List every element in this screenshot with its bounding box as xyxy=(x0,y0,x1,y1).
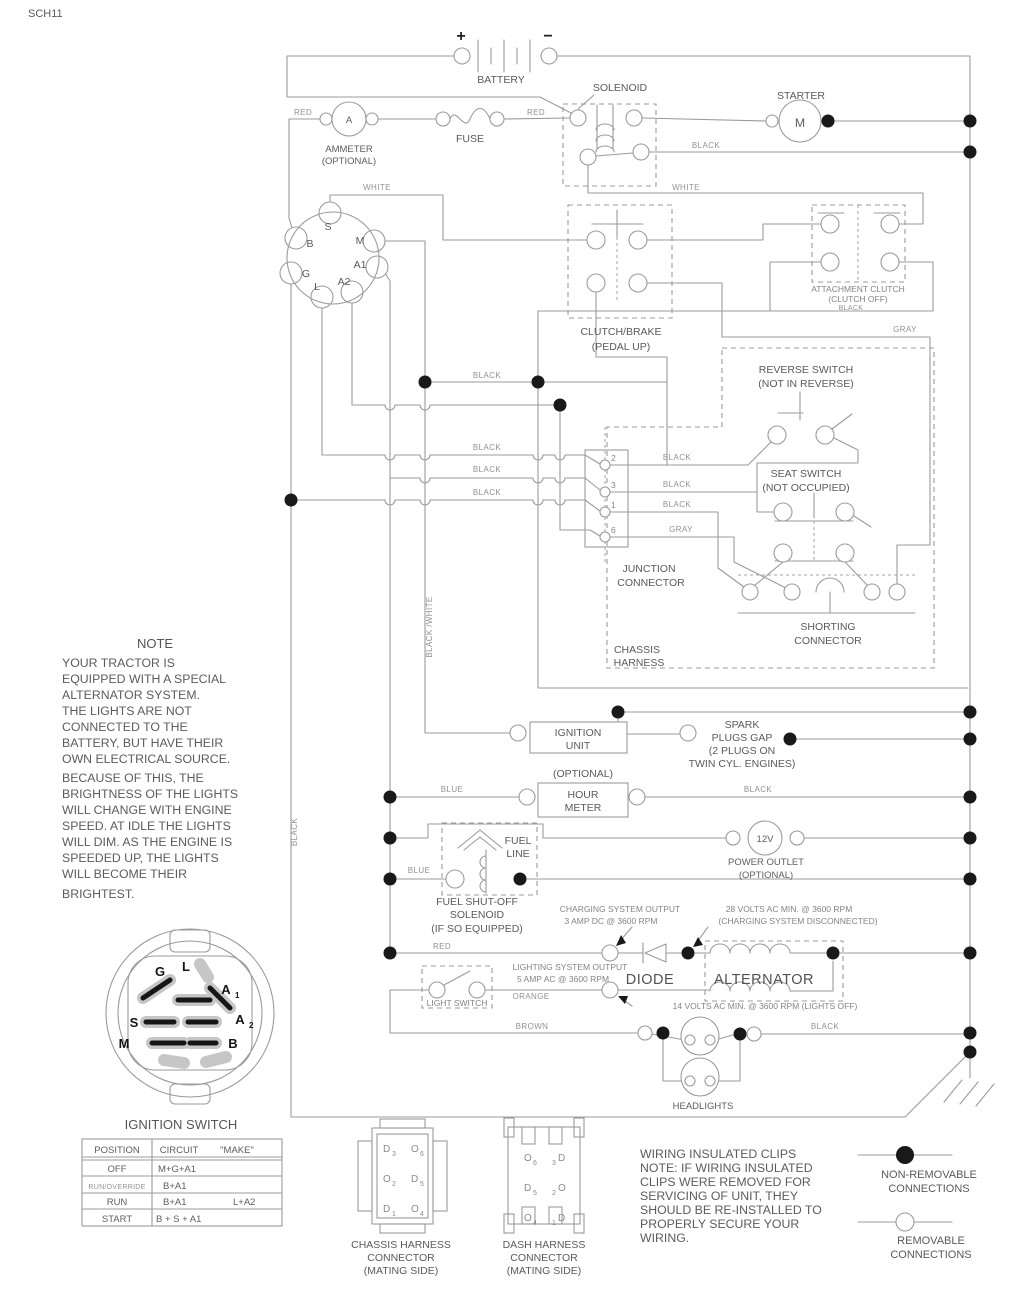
arrow-heads xyxy=(616,935,703,1004)
row-start-circuit: B + S + A1 xyxy=(156,1214,202,1225)
wire-red-2: RED xyxy=(526,108,546,117)
wire-brown: BROWN xyxy=(515,1022,549,1031)
ch-pin-num: 1 xyxy=(392,1211,396,1218)
starter-label: STARTER xyxy=(776,90,826,102)
seat-label-2: (NOT OCCUPIED) xyxy=(762,482,850,494)
note-line: SPEED. AT IDLE THE LIGHTS xyxy=(62,819,231,833)
ign-letter-b: B xyxy=(306,238,314,250)
ch-pin: O xyxy=(383,1174,391,1185)
dash-harness-connector xyxy=(503,1118,586,1277)
wire-black-hl: BLACK xyxy=(810,1022,840,1031)
attach-terminal xyxy=(821,253,839,271)
connection-legend xyxy=(881,1169,977,1261)
dh-label-2: CONNECTOR xyxy=(510,1252,578,1264)
dot xyxy=(554,399,567,412)
dot xyxy=(784,733,797,746)
battery-neg-terminal xyxy=(541,48,557,64)
wire-black-l2: BLACK xyxy=(472,465,502,474)
terminal xyxy=(366,113,378,125)
wire-black-vertical: BLACK xyxy=(290,817,299,847)
hour-2: METER xyxy=(564,802,602,814)
dh-pin-num: 6 xyxy=(533,1160,537,1167)
battery-plus: + xyxy=(456,28,466,45)
dot xyxy=(514,873,527,886)
reverse-label-1: REVERSE SWITCH xyxy=(758,364,854,376)
face-a2: A xyxy=(235,1012,245,1027)
row-run-circuit: B+A1 xyxy=(163,1197,187,1208)
ch-label-1: CHASSIS HARNESS xyxy=(351,1239,451,1251)
dot xyxy=(384,947,397,960)
legend-nr-2: CONNECTIONS xyxy=(888,1183,970,1195)
dot xyxy=(612,706,625,719)
ch-pin-num: 3 xyxy=(392,1151,396,1158)
fuel-terminal xyxy=(446,870,464,888)
pin-1: 1 xyxy=(611,500,616,510)
solenoid-terminal xyxy=(626,110,642,126)
lamp-contact xyxy=(685,1076,695,1086)
light-switch-terminal xyxy=(429,982,445,998)
face-s: S xyxy=(129,1015,139,1030)
starter-symbol: M xyxy=(794,116,806,130)
ch-bottom-tab xyxy=(380,1224,425,1233)
hour-meter-terminal xyxy=(519,789,535,805)
dot xyxy=(682,947,695,960)
wire-black-l3: BLACK xyxy=(472,488,502,497)
note-line: CONNECTED TO THE xyxy=(62,720,188,734)
face-l: L xyxy=(182,959,190,974)
ch-pin: D xyxy=(411,1174,419,1185)
lighting-ann-1: LIGHTING SYSTEM OUTPUT xyxy=(512,962,628,972)
face-outer-ring xyxy=(106,929,274,1097)
alternator-box xyxy=(705,941,843,1001)
dot xyxy=(384,832,397,845)
outlet-1: POWER OUTLET xyxy=(727,857,805,868)
dot xyxy=(657,1027,670,1040)
spark-3: (2 PLUGS ON xyxy=(708,745,776,757)
dot xyxy=(532,376,545,389)
pin-2: 2 xyxy=(611,453,616,463)
dh-pin: O xyxy=(558,1183,566,1194)
clutch-terminal xyxy=(587,274,605,292)
fuse-label: FUSE xyxy=(455,133,485,145)
attach-terminal xyxy=(881,253,899,271)
solenoid-terminal xyxy=(633,144,649,160)
dot xyxy=(822,115,835,128)
row-off-circuit: M+G+A1 xyxy=(158,1164,197,1175)
clutch-label-2: (PEDAL UP) xyxy=(591,341,651,353)
ch-right-flange xyxy=(433,1141,447,1211)
ch-pin: D xyxy=(383,1204,391,1215)
dot xyxy=(964,115,977,128)
starter-terminal xyxy=(766,115,778,127)
hour-optional: (OPTIONAL) xyxy=(552,768,614,780)
clips-line: WIRING. xyxy=(640,1231,690,1245)
dot xyxy=(964,832,977,845)
outlet-12v: 12V xyxy=(756,834,774,845)
fuse-terminal xyxy=(436,112,450,126)
dot xyxy=(964,791,977,804)
hour-meter-terminal xyxy=(629,789,645,805)
clips-line: SHOULD BE RE-INSTALLED TO xyxy=(640,1203,822,1217)
dh-pin-num: 3 xyxy=(552,1160,556,1167)
seat-terminal xyxy=(836,503,854,521)
lighting-output-terminal xyxy=(602,982,618,998)
charging-ann-1: CHARGING SYSTEM OUTPUT xyxy=(559,904,681,914)
attach-label-2: (CLUTCH OFF) xyxy=(828,294,888,304)
shorting-pin xyxy=(784,584,800,600)
ign-terminal-m xyxy=(363,230,385,252)
battery-label: BATTERY xyxy=(477,74,525,86)
spark-4: TWIN CYL. ENGINES) xyxy=(688,758,796,770)
dot xyxy=(964,947,977,960)
seat-terminal xyxy=(836,544,854,562)
lamp-contact xyxy=(685,1035,695,1045)
ignition-connector-circle xyxy=(287,212,379,304)
face-g: G xyxy=(154,964,166,979)
ign-letter-m: M xyxy=(355,235,365,247)
volts28-ann-2: (CHARGING SYSTEM DISCONNECTED) xyxy=(718,916,878,926)
fuel-s2: SOLENOID xyxy=(449,909,505,921)
charging-ann-2: 3 AMP DC @ 3600 RPM xyxy=(564,916,658,926)
wire-gray-p6: GRAY xyxy=(669,525,693,534)
light-switch-label: LIGHT SWITCH xyxy=(426,998,488,1008)
face-a2-sub: 2 xyxy=(249,1021,254,1030)
seat-label-1: SEAT SWITCH xyxy=(770,468,842,480)
fuel-1: FUEL xyxy=(504,835,532,847)
wire-black-l1: BLACK xyxy=(472,443,502,452)
headlight-terminal xyxy=(638,1026,652,1040)
ammeter-optional: (OPTIONAL) xyxy=(321,156,377,167)
note-line: ALTERNATOR SYSTEM. xyxy=(62,688,201,702)
wire-blue-1: BLUE xyxy=(440,785,464,794)
note-line: BRIGHTNESS OF THE LIGHTS xyxy=(62,787,239,801)
note-line: WILL DIM. AS THE ENGINE IS xyxy=(62,835,233,849)
seat-terminal xyxy=(774,503,792,521)
hour-1: HOUR xyxy=(567,789,599,801)
legend-nr-1: NON-REMOVABLE xyxy=(881,1169,977,1181)
face-m: M xyxy=(118,1036,130,1051)
headlight-terminal xyxy=(747,1027,761,1041)
clips-line: SERVICING OF UNIT, THEY xyxy=(640,1189,799,1203)
ign-terminal-g xyxy=(280,262,302,284)
lighting-ann-2: 5 AMP AC @ 3600 RPM xyxy=(516,974,610,984)
pin-6: 6 xyxy=(611,525,616,535)
dot xyxy=(964,706,977,719)
solenoid-label: SOLENOID xyxy=(592,82,648,94)
clips-note xyxy=(640,1147,822,1245)
dh-pin: O xyxy=(524,1213,532,1224)
fuel-s1: FUEL SHUT-OFF xyxy=(436,896,518,908)
attach-terminal xyxy=(881,215,899,233)
dot xyxy=(285,494,298,507)
ch-outer xyxy=(372,1128,433,1224)
terminal xyxy=(320,113,332,125)
junction-pin-1 xyxy=(600,507,610,517)
ignition-switch-title: IGNITION SWITCH xyxy=(124,1117,238,1132)
ign-letter-a2: A2 xyxy=(337,276,351,288)
dot xyxy=(827,947,840,960)
reverse-label-2: (NOT IN REVERSE) xyxy=(758,378,854,390)
ch-label-2: CONNECTOR xyxy=(367,1252,435,1264)
charging-output-terminal xyxy=(602,945,618,961)
wire-gray-top: GRAY xyxy=(893,325,917,334)
clips-line: CLIPS WERE REMOVED FOR xyxy=(640,1175,811,1189)
dot xyxy=(964,146,977,159)
ammeter-label: AMMETER xyxy=(325,144,373,155)
ch-pin-num: 6 xyxy=(420,1151,424,1158)
attach-label-black: BLACK xyxy=(838,305,864,312)
row-start: START xyxy=(101,1214,133,1225)
row-run: RUN xyxy=(106,1197,128,1208)
junction-pin-6 xyxy=(600,532,610,542)
headlights-label: HEADLIGHTS xyxy=(672,1101,734,1112)
row-off: OFF xyxy=(107,1164,127,1175)
ignition-switch-table xyxy=(82,1139,282,1226)
note-title: NOTE xyxy=(136,636,174,651)
dh-pin-num: 2 xyxy=(552,1190,556,1197)
clips-line: NOTE: IF WIRING INSULATED xyxy=(640,1161,813,1175)
note-line: BATTERY, BUT HAVE THEIR xyxy=(62,736,224,750)
lamp-contact xyxy=(705,1035,715,1045)
ch-left-flange xyxy=(358,1141,372,1211)
clutch-brake-box xyxy=(568,205,672,318)
shorting-label-2: CONNECTOR xyxy=(794,635,862,647)
outlet-terminal xyxy=(790,831,804,845)
ch-label-3: (MATING SIDE) xyxy=(363,1265,439,1277)
dot xyxy=(419,376,432,389)
row-runoverride-circuit: B+A1 xyxy=(163,1181,187,1192)
spark-1: SPARK xyxy=(724,719,760,731)
note-line: THE LIGHTS ARE NOT xyxy=(62,704,192,718)
clutch-terminal xyxy=(629,231,647,249)
spark-2: PLUGS GAP xyxy=(711,732,773,744)
solenoid-terminal xyxy=(570,110,586,126)
ign-letter-l: L xyxy=(314,281,320,293)
note-line: WILL CHANGE WITH ENGINE xyxy=(62,803,232,817)
ch-pin-num: 4 xyxy=(420,1211,424,1218)
face-square xyxy=(128,956,252,1070)
dh-label-3: (MATING SIDE) xyxy=(506,1265,582,1277)
ignition-unit-1: IGNITION xyxy=(554,727,602,739)
alternator-label: ALTERNATOR xyxy=(713,972,815,988)
spark-terminal xyxy=(680,725,696,741)
chassis-label-2: HARNESS xyxy=(613,657,665,669)
dot xyxy=(964,1046,977,1059)
ignition-unit-2: UNIT xyxy=(565,740,591,752)
chassis-harness-boundary xyxy=(607,348,934,668)
note-line: OWN ELECTRICAL SOURCE. xyxy=(62,752,231,766)
fuel-2: LINE xyxy=(506,848,530,860)
fuse-terminal xyxy=(490,112,504,126)
clips-line: WIRING INSULATED CLIPS xyxy=(640,1147,797,1161)
note-block xyxy=(62,636,238,901)
dh-pin: D xyxy=(524,1183,532,1194)
ammeter-symbol: A xyxy=(345,115,353,126)
dot xyxy=(964,733,977,746)
junction-label-2: CONNECTOR xyxy=(617,577,685,589)
dot xyxy=(384,791,397,804)
outlet-terminal xyxy=(726,831,740,845)
ch-top-tab xyxy=(380,1119,425,1128)
wire-black-r3: BLACK xyxy=(662,480,692,489)
connection-dots xyxy=(285,115,977,1165)
ch-pin: D xyxy=(383,1144,391,1155)
dh-pin-num: 4 xyxy=(533,1220,537,1227)
dh-pin-num: 1 xyxy=(552,1220,556,1227)
diode-label: DIODE xyxy=(625,972,675,988)
th-make: "MAKE" xyxy=(220,1145,254,1156)
shorting-pin xyxy=(864,584,880,600)
outlet-2: (OPTIONAL) xyxy=(738,870,794,881)
wire-red-3: RED xyxy=(432,942,452,951)
ch-pin-num: 5 xyxy=(420,1181,424,1188)
wire-black-r1: BLACK xyxy=(662,500,692,509)
clutch-label-1: CLUTCH/BRAKE xyxy=(580,326,662,338)
wire-black-solenoid: BLACK xyxy=(691,141,721,150)
note-line: YOUR TRACTOR IS xyxy=(62,656,175,670)
clutch-terminal xyxy=(629,274,647,292)
wire-blue-2: BLUE xyxy=(407,866,431,875)
junction-pin-3 xyxy=(600,487,610,497)
note-line: BRIGHTEST. xyxy=(62,887,135,901)
fuel-s3: (IF SO EQUIPPED) xyxy=(431,923,523,935)
ign-letter-g: G xyxy=(301,268,311,280)
dh-pin-num: 5 xyxy=(533,1190,537,1197)
dh-slot xyxy=(522,1127,535,1144)
dh-slot xyxy=(549,1127,562,1144)
battery-pos-terminal xyxy=(454,48,470,64)
dh-pin: D xyxy=(558,1213,566,1224)
junction-label-1: JUNCTION xyxy=(622,563,676,575)
attach-label-1: ATTACHMENT CLUTCH xyxy=(811,284,905,294)
dh-label-1: DASH HARNESS xyxy=(502,1239,586,1251)
legend-r-2: CONNECTIONS xyxy=(890,1249,972,1261)
row-runoverride: RUN/OVERRIDE xyxy=(88,1184,146,1191)
note-line: WILL BECOME THEIR xyxy=(62,867,188,881)
volts28-ann-1: 28 VOLTS AC MIN. @ 3600 RPM xyxy=(725,904,853,914)
dh-body xyxy=(508,1127,580,1224)
wire-black-hm: BLACK xyxy=(743,785,773,794)
shorting-pin xyxy=(889,584,905,600)
attach-terminal xyxy=(821,215,839,233)
legend-nonremovable-symbol xyxy=(896,1146,914,1164)
th-position: POSITION xyxy=(94,1145,140,1156)
seat-terminal xyxy=(774,544,792,562)
dot xyxy=(734,1028,747,1041)
volts14-ann: 14 VOLTS AC MIN. @ 3600 RPM (LIGHTS OFF) xyxy=(672,1001,858,1011)
shorting-pin xyxy=(742,584,758,600)
inner-dashed-lines xyxy=(605,205,915,575)
wire-black-white: BLACK /WHITE xyxy=(425,596,434,658)
battery-minus: − xyxy=(543,28,553,45)
shorting-label-1: SHORTING xyxy=(800,621,856,633)
ign-letter-s: S xyxy=(324,221,332,233)
clutch-terminal xyxy=(587,231,605,249)
dot xyxy=(384,873,397,886)
ch-pin: O xyxy=(411,1204,419,1215)
ch-pin: O xyxy=(411,1144,419,1155)
legend-removable-symbol xyxy=(896,1213,914,1231)
face-bottom-tab xyxy=(170,1084,210,1104)
lamp-contact xyxy=(705,1076,715,1086)
legend-r-1: REMOVABLE xyxy=(897,1235,965,1247)
wire-orange: ORANGE xyxy=(512,992,550,1001)
solenoid-terminal xyxy=(580,149,596,165)
row-run-make: L+A2 xyxy=(233,1197,256,1208)
symbol-strokes xyxy=(444,40,994,1222)
reverse-terminal xyxy=(816,426,834,444)
dh-pin: D xyxy=(558,1153,566,1164)
wire-black-r2: BLACK xyxy=(662,453,692,462)
wire-red-1: RED xyxy=(293,108,313,117)
junction-pin-2 xyxy=(600,460,610,470)
face-b: B xyxy=(228,1036,238,1051)
note-line: EQUIPPED WITH A SPECIAL xyxy=(62,672,227,686)
note-line: BECAUSE OF THIS, THE xyxy=(62,771,204,785)
dot xyxy=(964,873,977,886)
ch-pin-num: 2 xyxy=(392,1181,396,1188)
sheet-code: SCH11 xyxy=(28,8,63,20)
note-line: SPEEDED UP, THE LIGHTS xyxy=(62,851,219,865)
ign-terminal-a1 xyxy=(366,256,388,278)
reverse-terminal xyxy=(768,426,786,444)
wire-white-1: WHITE xyxy=(363,183,391,192)
ignition-switch-face xyxy=(106,929,274,1132)
clips-line: PROPERLY SECURE YOUR xyxy=(640,1217,800,1231)
chassis-label-1: CHASSIS xyxy=(613,644,661,656)
pin-3: 3 xyxy=(611,480,616,490)
face-a1: A xyxy=(221,982,231,997)
face-a1-sub: 1 xyxy=(235,991,240,1000)
ignition-unit-terminal xyxy=(510,725,526,741)
wire-white-2: WHITE xyxy=(672,183,700,192)
dot xyxy=(964,1027,977,1040)
dh-pin: O xyxy=(524,1153,532,1164)
th-circuit: CIRCUIT xyxy=(159,1145,199,1156)
light-switch-terminal xyxy=(469,982,485,998)
chassis-harness-connector xyxy=(351,1119,451,1277)
ign-letter-a1: A1 xyxy=(353,259,367,271)
wire-black-m: BLACK xyxy=(472,371,502,380)
